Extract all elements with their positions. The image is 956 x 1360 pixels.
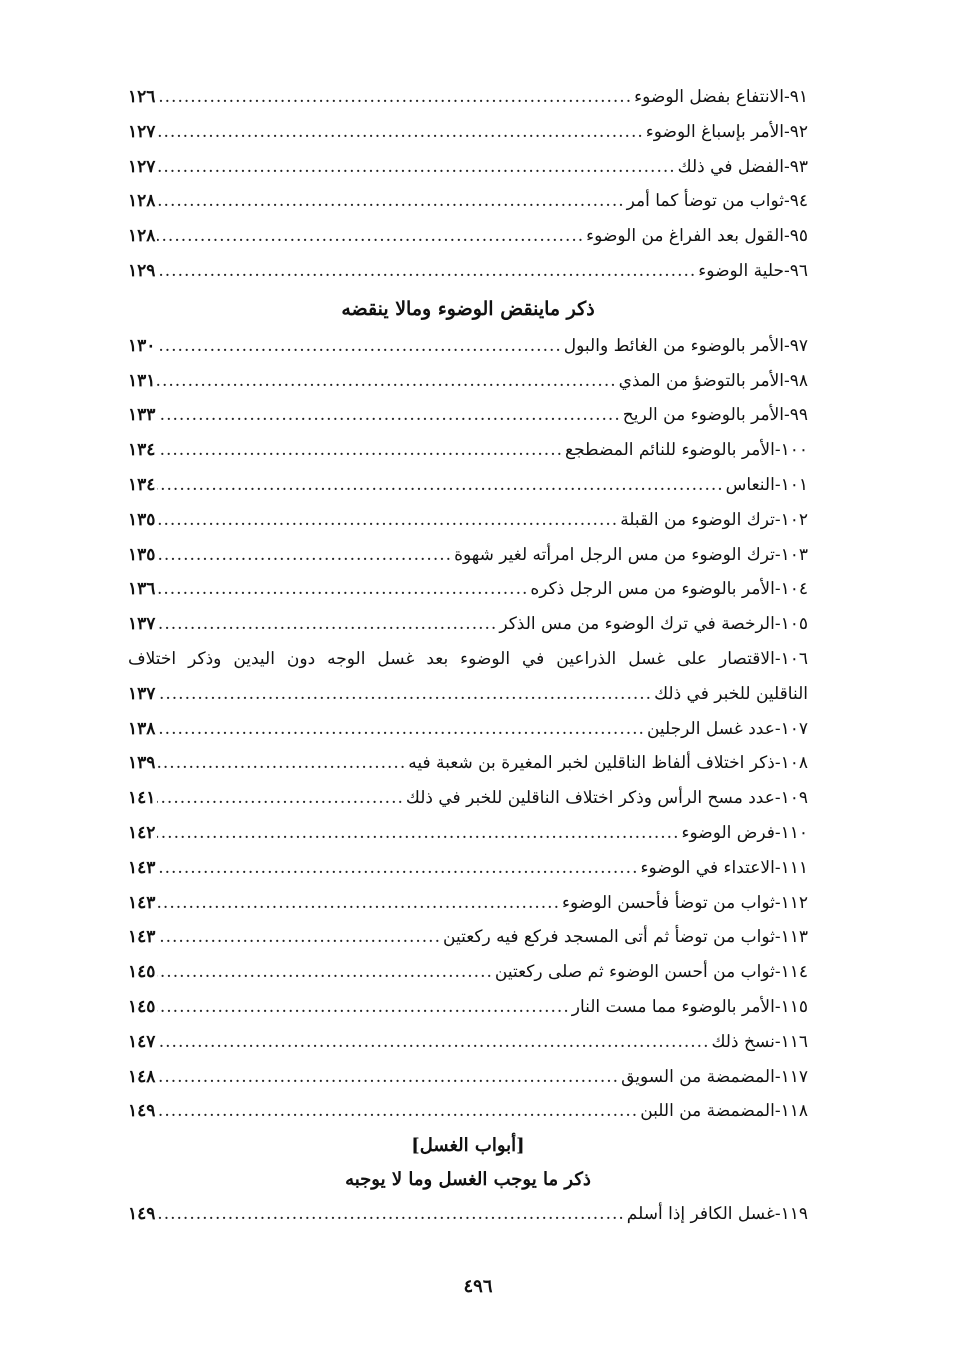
toc-entry — [128, 1094, 808, 1129]
entry-number: ١١٦- — [774, 1031, 808, 1052]
dot-leader — [157, 607, 497, 642]
entry-number: ١١٢- — [774, 892, 808, 913]
dot-leader — [157, 746, 406, 781]
entry-title: عدد غسل الرجلين — [646, 718, 775, 739]
entry-number: ١١٨- — [774, 1101, 808, 1122]
dot-leader — [157, 329, 561, 364]
dot-leader — [157, 816, 679, 851]
entry-number: ٩٧- — [783, 335, 808, 356]
dot-leader — [157, 1094, 638, 1129]
toc-entry — [128, 468, 808, 503]
entry-title: ذكر اختلاف ألفاظ الناقلين لخبر المغيرة بن شعبة فيه — [408, 753, 775, 774]
entry-title: الأمر بالوضوء مما مست النار — [571, 996, 775, 1017]
entry-page: ١٤٨ — [128, 1066, 156, 1087]
entry-page: ١٤١ — [128, 788, 156, 809]
dot-leader — [157, 468, 723, 503]
dot-leader — [157, 115, 643, 150]
section-heading-ghusl-obligations: ذكر ما يوجب الغسل وما لا يوجبه — [345, 1169, 591, 1191]
dot-leader — [157, 184, 624, 219]
dot-leader — [157, 990, 569, 1025]
dot-leader — [157, 538, 452, 573]
toc-entry — [128, 329, 808, 364]
entry-title: حلية الوضوء — [698, 260, 784, 281]
entry-number: ٩٤- — [783, 191, 808, 212]
entry-number: ١٠٣- — [774, 544, 808, 565]
dot-leader — [157, 150, 675, 185]
entry-title: الاعتداء في الوضوء — [640, 857, 775, 878]
toc-entry — [128, 955, 808, 990]
entry-title: الأمر بالوضوء من مس الرجل ذكره — [530, 579, 775, 600]
entry-title: ثواب من توضأ ثم أتى المسجد فركع فيه ركعتين — [443, 927, 775, 948]
dot-leader — [157, 851, 638, 886]
entry-title: الأمر بإسباغ الوضوء — [645, 121, 784, 142]
entry-page: ١٢٩ — [128, 260, 156, 281]
entry-title: الأمر بالوضوء من الريح — [622, 405, 784, 426]
entry-title: ثواب من أحسن الوضوء ثم صلى ركعتين — [494, 962, 775, 983]
entry-title: الاقتصار على غسل الذراعين في الوضوء بعد غسل الوجه دون اليدين وذكر اختلاف — [128, 648, 775, 669]
entry-title: ثواب من توضأ كما أمر — [626, 191, 784, 212]
toc-entry — [128, 572, 808, 607]
toc-group-c — [128, 712, 808, 1130]
dot-leader — [157, 503, 618, 538]
entry-title: الفضل في ذلك — [677, 156, 784, 177]
entry-number: ١١٥- — [774, 996, 808, 1017]
toc-entry — [128, 503, 808, 538]
entry-page: ١٤٣ — [128, 927, 156, 948]
entry-page: ١٢٦ — [128, 87, 156, 107]
entry-page: ١٤٢ — [128, 822, 156, 843]
entry-page: ١٣٦ — [128, 579, 156, 600]
toc-entry — [128, 115, 808, 150]
entry-title: غسل الكافر إذا أسلم — [626, 1204, 775, 1225]
entry-page: ١٤٥ — [128, 962, 156, 983]
toc-entry — [128, 398, 808, 433]
dot-leader — [157, 1197, 624, 1232]
toc-entry — [128, 150, 808, 185]
entry-page: ١٣٤ — [128, 474, 156, 495]
dot-leader — [157, 677, 652, 712]
entry-title: فرض الوضوء — [681, 822, 775, 843]
entry-title: الأمر بالوضوء من الغائط والبول — [563, 335, 784, 356]
entry-page: ١٣٥ — [128, 509, 156, 530]
entry-page: ١٣٥ — [128, 544, 156, 565]
toc-entry — [128, 433, 808, 468]
entry-title: النعاس — [725, 474, 775, 495]
toc-entry — [128, 920, 808, 955]
entry-title: الأمر بالتوضؤ من المذي — [618, 370, 784, 391]
dot-leader — [157, 1060, 619, 1095]
entry-number: ٩٢- — [783, 121, 808, 142]
entry-number: ١٠٥- — [774, 614, 808, 635]
toc-entry-106-line1 — [128, 642, 808, 677]
entry-page: ١٤٥ — [128, 996, 156, 1017]
entry-number: ٩٨- — [783, 370, 808, 391]
entry-title: الرخصة في ترك الوضوء من مس الذكر — [499, 614, 775, 635]
entry-number: ١٠٠- — [774, 440, 808, 461]
toc-entry — [128, 712, 808, 747]
entry-page: ١٣٩ — [128, 753, 156, 774]
entry-page: ١٢٧ — [128, 156, 156, 177]
toc-entry — [128, 886, 808, 921]
entry-number: ٩٣- — [783, 156, 808, 177]
toc-entry — [128, 80, 808, 115]
entry-title-continued: الناقلين للخبر في ذلك — [654, 683, 808, 704]
toc-group-b — [128, 329, 808, 642]
entry-number: ١٠٢- — [774, 509, 808, 530]
dot-leader — [157, 1025, 709, 1060]
toc-entry — [128, 816, 808, 851]
toc-entry — [128, 538, 808, 573]
entry-page: ١٢٨ — [128, 226, 156, 247]
page-number: ٤٩٦ — [463, 1276, 493, 1297]
entry-page: ١٤٣ — [128, 892, 156, 913]
entry-page: ١٤٣ — [128, 857, 156, 878]
entry-page: ١٣٠ — [128, 335, 156, 356]
toc-entry — [128, 364, 808, 399]
dot-leader — [157, 433, 563, 468]
entry-title: المضمضة من السويق — [621, 1066, 775, 1087]
dot-leader — [157, 920, 441, 955]
toc-entry — [128, 746, 808, 781]
entry-title: ثواب من توضأ فأحسن الوضوء — [561, 892, 775, 913]
entry-number: ١٠٤- — [774, 579, 808, 600]
section-heading-ghusl-chapters: [أبواب الغسل] — [411, 1135, 525, 1157]
dot-leader — [157, 254, 696, 289]
entry-number: ١٠٦- — [774, 648, 808, 669]
toc-entry-106-line2 — [128, 677, 808, 712]
toc-entry — [128, 219, 808, 254]
dot-leader — [157, 781, 403, 816]
entry-page: ١٢٨ — [128, 191, 156, 212]
entry-number: ١٠٧- — [774, 718, 808, 739]
toc-entry — [128, 990, 808, 1025]
entry-title: الأمر بالوضوء للنائم المضطجع — [565, 440, 775, 461]
entry-title: عدد مسح الرأس وذكر اختلاف الناقلين للخبر في ذلك — [405, 788, 775, 809]
entry-title: الانتفاع بفضل الوضوء — [634, 87, 784, 107]
toc-entry — [128, 1025, 808, 1060]
entry-number: ١٠٨- — [774, 753, 808, 774]
entry-page: ١٣٧ — [128, 683, 156, 704]
entry-number: ١١١- — [774, 857, 808, 878]
entry-page: ١٣٤ — [128, 440, 156, 461]
entry-title: القول بعد الفراغ من الوضوء — [586, 226, 784, 247]
entry-page: ١٣٨ — [128, 718, 156, 739]
entry-number: ١١٠- — [774, 822, 808, 843]
toc-entry — [128, 1060, 808, 1095]
toc-entry — [128, 1197, 808, 1232]
entry-page: ١٤٩ — [128, 1101, 156, 1122]
toc-entry — [128, 851, 808, 886]
entry-page: ١٤٧ — [128, 1031, 156, 1052]
entry-number: ١١٣- — [774, 927, 808, 948]
dot-leader — [157, 80, 632, 115]
toc-group-a — [128, 80, 808, 289]
entry-number: ٩٩- — [783, 405, 808, 426]
toc-entry — [128, 254, 808, 289]
entry-title: نسخ ذلك — [711, 1031, 775, 1052]
toc-group-d — [128, 1197, 808, 1232]
dot-leader — [157, 219, 584, 254]
entry-number: ١٠١- — [774, 474, 808, 495]
entry-title: ترك الوضوء من مس الرجل امرأته لغير شهوة — [454, 544, 775, 565]
section-heading-nullifiers: ذكر ماينقض الوضوء ومالا ينقضه — [341, 297, 595, 320]
entry-page: ١٤٩ — [128, 1204, 156, 1225]
entry-title: ترك الوضوء من القبلة — [620, 509, 775, 530]
entry-number: ٩١- — [783, 87, 808, 107]
entry-number: ٩٥- — [783, 226, 808, 247]
entry-page: ١٢٧ — [128, 121, 156, 142]
dot-leader — [157, 886, 560, 921]
dot-leader — [157, 572, 528, 607]
dot-leader — [157, 712, 645, 747]
entry-number: ١١٧- — [774, 1066, 808, 1087]
dot-leader — [157, 955, 493, 990]
entry-number: ٩٦- — [783, 260, 808, 281]
dot-leader — [157, 364, 616, 399]
entry-page: ١٣٧ — [128, 614, 156, 635]
entry-title: المضمضة من اللبن — [640, 1101, 775, 1122]
entry-number: ١٠٩- — [774, 788, 808, 809]
toc-entry — [128, 607, 808, 642]
entry-number: ١١٤- — [774, 962, 808, 983]
entry-number: ١١٩- — [774, 1204, 808, 1225]
entry-page: ١٣٣ — [128, 405, 156, 426]
table-of-contents — [128, 80, 808, 1232]
toc-entry — [128, 184, 808, 219]
toc-entry — [128, 781, 808, 816]
dot-leader — [157, 398, 620, 433]
entry-page: ١٣١ — [128, 370, 156, 391]
